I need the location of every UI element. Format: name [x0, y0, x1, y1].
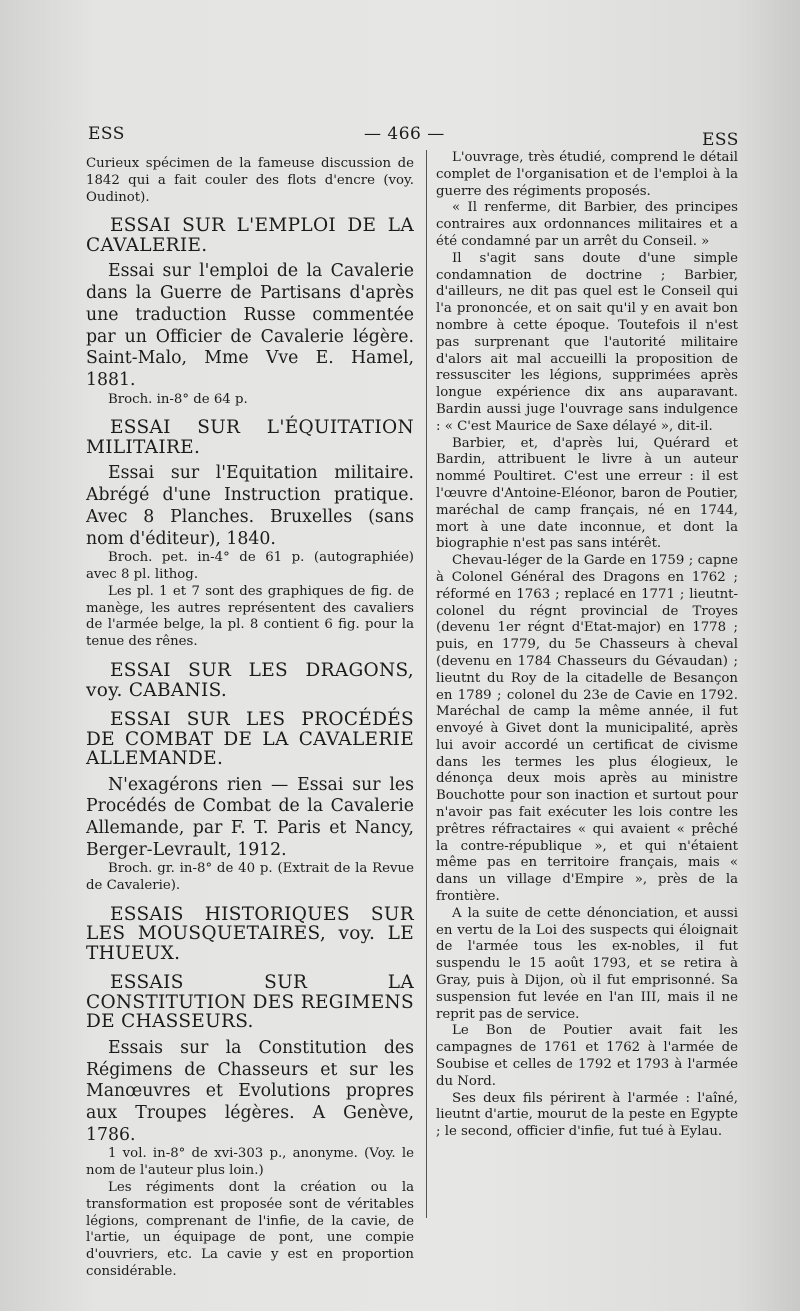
- entry-heading: ESSAI SUR L'EMPLOI DE LA CAVALERIE.: [86, 215, 414, 256]
- note-paragraph: Les pl. 1 et 7 sont des graphiques de fig. de manège, les autres représentent des cavaliers de l'armée belge, la pl. 8 contient 6 fig. pour la tenue des rênes.: [86, 583, 414, 650]
- note-paragraph: Les régiments dont la création ou la transformation est proposée sont de véritables légions, comprenant de l'infie, de la cavie, de l'artie, un équipage de pont, une compie d'ouvriers, etc. La cavie y est en proportion considérable.: [86, 1180, 414, 1279]
- entry-description: N'exagérons rien — Essai sur les Procédés de Combat de la Cavalerie Allemande, par F. T. Paris et Nancy, Berger-Levrault, 1912.: [86, 774, 414, 860]
- entry-heading: ESSAI SUR LES DRAGONS, voy. CABANIS.: [86, 660, 414, 701]
- running-head-left: ESS: [88, 124, 125, 144]
- entry-heading: ESSAIS SUR LA CONSTITUTION DES REGIMENS DE CHASSEURS.: [86, 972, 414, 1033]
- entry-description: Essai sur l'emploi de la Cavalerie dans la Guerre de Partisans d'après une traduction Russe commentée par un Officier de Cavalerie légère. Saint-Malo, Mme Vve E. Hamel, 1881.: [86, 261, 414, 390]
- entry-heading: ESSAIS HISTORIQUES SUR LES MOUSQUETAIRES, voy. LE THUEUX.: [86, 903, 414, 964]
- entry-format: Broch. gr. in-8° de 40 p. (Extrait de la Revue de Cavalerie).: [86, 861, 414, 894]
- left-column: [86, 156, 414, 1281]
- running-head-right: ESS: [702, 130, 739, 150]
- note-paragraph: L'ouvrage, très étudié, comprend le détail complet de l'organisation et de l'emploi à la guerre des régiments proposés.: [436, 150, 738, 199]
- note-paragraph: « Il renferme, dit Barbier, des principes contraires aux ordonnances militaires et a été condamné par un arrêt du Conseil. »: [436, 200, 738, 249]
- note-paragraph: Barbier, et, d'après lui, Quérard et Bardin, attribuent le livre à un auteur nommé Poultiret. C'est une erreur : il est l'œuvre d'Antoine-Eléonor, baron de Poutier, maréchal de camp français, né en 1744, mort à une date inconnue, et dont la biographie n'est pas sans intérêt.: [436, 435, 738, 552]
- note-paragraph: Ses deux fils périrent à l'armée : l'aîné, lieutnt d'artie, mourut de la peste en Egypte ; le second, officier d'infie, fut tué à Eylau.: [436, 1090, 738, 1140]
- column-rule: [426, 150, 427, 1218]
- note-paragraph: A la suite de cette dénonciation, et aussi en vertu de la Loi des suspects qui éloignait de l'armée tous les ex-nobles, il fut suspendu le 15 août 1793, et se retira à Gray, puis à Dijon, où il fut emprisonné. Sa suspension fut levée en l'an III, mais il ne reprit pas de service.: [436, 905, 738, 1022]
- entry-description: Essai sur l'Equitation militaire. Abrégé d'une Instruction pratique. Avec 8 Planches. Bruxelles (sans nom d'éditeur), 1840.: [86, 463, 414, 549]
- note-paragraph: Curieux spécimen de la fameuse discussion de 1842 qui a fait couler des flots d'encre (voy. Oudinot).: [86, 156, 414, 205]
- entry-format: 1 vol. in-8° de xvi-303 p., anonyme. (Voy. le nom de l'auteur plus loin.): [86, 1146, 414, 1179]
- note-paragraph: Le Bon de Poutier avait fait les campagnes de 1761 et 1762 à l'armée de Soubise et celles de 1792 et 1793 à l'armée du Nord.: [436, 1023, 738, 1089]
- note-paragraph: Chevau-léger de la Garde en 1759 ; capne à Colonel Général des Dragons en 1762 ; réformé en 1763 ; replacé en 1771 ; lieutnt-colonel du régnt provincial de Troyes (devenu 1er régnt d'Etat-major) en 1778 ; puis, en 1779, du 5e Chasseurs à cheval (devenu en 1784 Chasseurs du Gévaudan) ; lieutnt du Roy de la citadelle de Besançon en 1789 ; colonel du 23e de Cavie en 1792. Maréchal de camp la même année, il fut envoyé à Givet dont la municipalité, après lui avoir accordé un certificat de civisme dans les termes les plus élogieux, le dénonça deux mois après au ministre Bouchotte pour son inaction et surtout pour n'avoir pas fait exécuter les lois contre les prêtres réfractaires « qui avaient « prêché la contre-république », et qui n'étaient même pas en territoire français, mais « dans un village d'Empire », près de la frontière.: [436, 553, 738, 905]
- entry-description: Essais sur la Constitution des Régimens de Chasseurs et sur les Manœuvres et Evolutions propres aux Troupes légères. A Genève, 1786.: [86, 1037, 414, 1145]
- page-number: — 466 —: [364, 124, 445, 144]
- entry-heading: ESSAI SUR LES PROCÉDÉS DE COMBAT DE LA CAVALERIE ALLEMANDE.: [86, 709, 414, 769]
- note-paragraph: Il s'agit sans doute d'une simple condamnation de doctrine ; Barbier, d'ailleurs, ne dit pas quel est le Conseil qui l'a prononcée, et on sait qu'il y en avait bon nombre à cette époque. Toutefois il n'est pas surprenant que l'autorité militaire d'alors ait mal accueilli la proposition de ressusciter les légions, supprimées après longue expérience dix ans auparavant. Bardin aussi juge l'ouvrage sans indulgence : « C'est Maurice de Saxe délayé », dit-il.: [436, 250, 738, 434]
- entry-format: Broch. pet. in-4° de 61 p. (autographiée) avec 8 pl. lithog.: [86, 550, 414, 583]
- right-column: [436, 150, 738, 1141]
- entry-format: Broch. in-8° de 64 p.: [108, 391, 248, 407]
- entry-heading: ESSAI SUR L'ÉQUITATION MILITAIRE.: [86, 417, 414, 458]
